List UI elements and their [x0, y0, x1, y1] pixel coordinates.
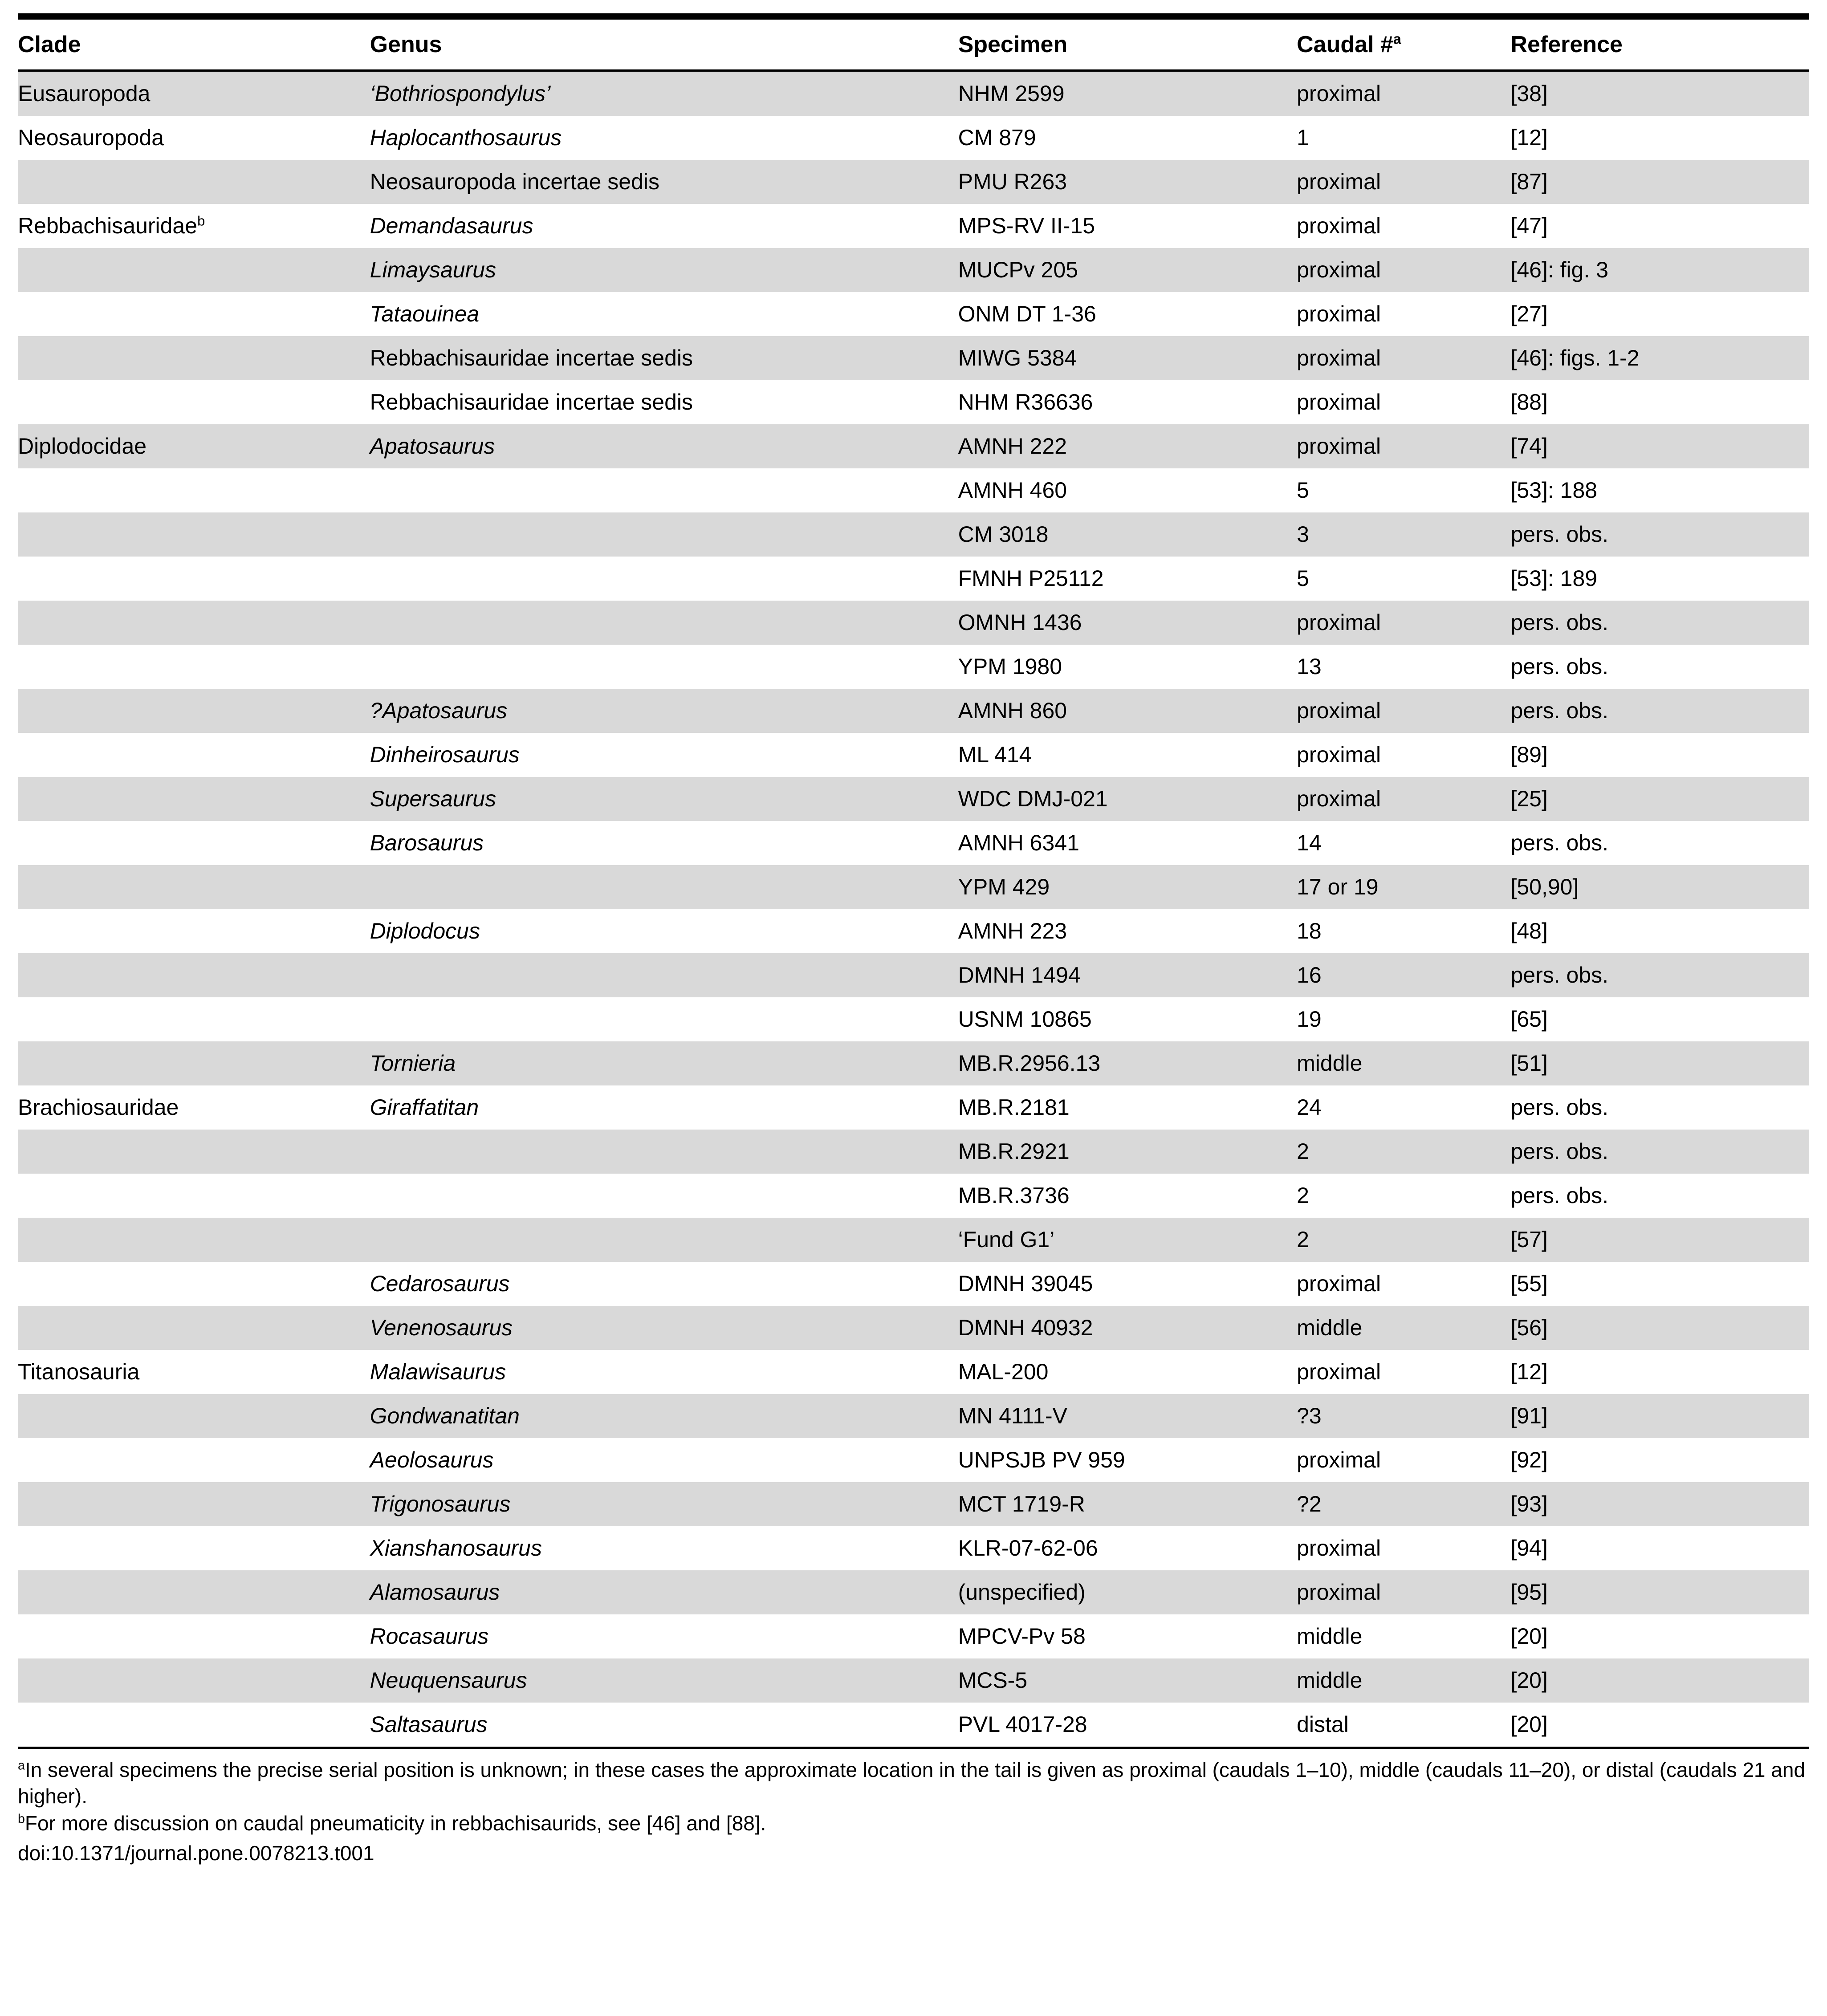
cell-clade	[18, 512, 370, 557]
cell-specimen: DMNH 40932	[958, 1306, 1297, 1350]
cell-caudal: proximal	[1297, 71, 1510, 116]
table-row	[18, 645, 1809, 689]
cell-reference: pers. obs.	[1510, 1174, 1809, 1218]
cell-genus	[370, 997, 958, 1041]
table-row	[18, 512, 1809, 557]
cell-specimen: CM 3018	[958, 512, 1297, 557]
clade-label: Brachiosauridae	[18, 1095, 179, 1120]
genus-label: Cedarosaurus	[370, 1271, 510, 1296]
genus-label: Saltasaurus	[370, 1712, 488, 1737]
cell-specimen: UNPSJB PV 959	[958, 1438, 1297, 1482]
cell-reference: [20]	[1510, 1614, 1809, 1658]
cell-reference: [88]	[1510, 380, 1809, 424]
cell-clade	[18, 1570, 370, 1614]
cell-clade	[18, 865, 370, 909]
cell-reference: [87]	[1510, 160, 1809, 204]
cell-reference: [95]	[1510, 1570, 1809, 1614]
cell-caudal: 14	[1297, 821, 1510, 865]
cell-specimen: MB.R.2181	[958, 1085, 1297, 1130]
cell-specimen: USNM 10865	[958, 997, 1297, 1041]
cell-specimen: AMNH 860	[958, 689, 1297, 733]
cell-reference: [20]	[1510, 1658, 1809, 1703]
cell-caudal: 16	[1297, 953, 1510, 997]
cell-caudal: proximal	[1297, 1526, 1510, 1570]
cell-caudal: 13	[1297, 645, 1510, 689]
cell-genus	[370, 380, 958, 424]
table-row	[18, 1085, 1809, 1130]
cell-clade	[18, 1306, 370, 1350]
cell-specimen: ML 414	[958, 733, 1297, 777]
table-row	[18, 248, 1809, 292]
cell-reference: [65]	[1510, 997, 1809, 1041]
genus-label: Gondwanatitan	[370, 1403, 520, 1428]
cell-reference: [38]	[1510, 71, 1809, 116]
column-header-genus: Genus	[370, 20, 958, 71]
cell-reference: [94]	[1510, 1526, 1809, 1570]
cell-caudal: 2	[1297, 1130, 1510, 1174]
cell-clade	[18, 1482, 370, 1526]
cell-genus	[370, 1703, 958, 1747]
cell-caudal: middle	[1297, 1658, 1510, 1703]
cell-clade	[18, 777, 370, 821]
cell-reference: [47]	[1510, 204, 1809, 248]
cell-specimen: AMNH 6341	[958, 821, 1297, 865]
genus-label: Venenosaurus	[370, 1315, 513, 1340]
cell-genus	[370, 512, 958, 557]
cell-genus	[370, 424, 958, 468]
cell-caudal: ?2	[1297, 1482, 1510, 1526]
table-row	[18, 821, 1809, 865]
cell-caudal: middle	[1297, 1306, 1510, 1350]
cell-clade	[18, 1174, 370, 1218]
cell-clade	[18, 71, 370, 116]
cell-reference: [53]: 188	[1510, 468, 1809, 512]
cell-caudal: proximal	[1297, 1350, 1510, 1394]
table-row	[18, 909, 1809, 953]
cell-genus	[370, 160, 958, 204]
cell-genus	[370, 777, 958, 821]
cell-clade	[18, 1394, 370, 1438]
table-row	[18, 336, 1809, 380]
cell-specimen: DMNH 1494	[958, 953, 1297, 997]
clade-label: Neosauropoda	[18, 125, 164, 150]
cell-caudal: proximal	[1297, 204, 1510, 248]
cell-specimen: MPCV-Pv 58	[958, 1614, 1297, 1658]
footnote-a-text: In several specimens the precise serial position is unknown; in these cases the approximate location in the tail is given as proximal (caudals 1–10), middle (caudals 11–20), or distal (caudals 21 and higher).	[18, 1758, 1806, 1808]
table-row	[18, 1526, 1809, 1570]
table-row	[18, 1438, 1809, 1482]
cell-caudal: proximal	[1297, 777, 1510, 821]
cell-reference: [46]: fig. 3	[1510, 248, 1809, 292]
cell-genus	[370, 1658, 958, 1703]
table-row	[18, 1130, 1809, 1174]
column-header-reference: Reference	[1510, 20, 1809, 71]
cell-genus	[370, 116, 958, 160]
genus-label: Apatosaurus	[370, 434, 495, 459]
table-row	[18, 997, 1809, 1041]
table-row	[18, 1262, 1809, 1306]
cell-caudal: 1	[1297, 116, 1510, 160]
cell-clade	[18, 1041, 370, 1085]
cell-clade	[18, 821, 370, 865]
table-header	[18, 20, 1809, 71]
cell-specimen: CM 879	[958, 116, 1297, 160]
cell-caudal: 18	[1297, 909, 1510, 953]
cell-genus	[370, 336, 958, 380]
cell-genus	[370, 821, 958, 865]
cell-specimen: YPM 1980	[958, 645, 1297, 689]
cell-reference: pers. obs.	[1510, 512, 1809, 557]
cell-reference: [92]	[1510, 1438, 1809, 1482]
cell-genus	[370, 71, 958, 116]
cell-specimen: MCT 1719-R	[958, 1482, 1297, 1526]
cell-genus	[370, 1482, 958, 1526]
genus-label: Dinheirosaurus	[370, 742, 520, 767]
cell-reference: [74]	[1510, 424, 1809, 468]
cell-clade	[18, 380, 370, 424]
footnotes	[18, 1749, 1809, 1866]
cell-caudal: 3	[1297, 512, 1510, 557]
cell-reference: [53]: 189	[1510, 557, 1809, 601]
cell-reference: [55]	[1510, 1262, 1809, 1306]
cell-genus	[370, 645, 958, 689]
cell-specimen: ONM DT 1-36	[958, 292, 1297, 336]
cell-clade	[18, 248, 370, 292]
genus-label: Demandasaurus	[370, 213, 533, 238]
table-body	[18, 71, 1809, 1747]
cell-reference: [20]	[1510, 1703, 1809, 1747]
cell-specimen: MB.R.2956.13	[958, 1041, 1297, 1085]
cell-clade	[18, 645, 370, 689]
cell-reference: pers. obs.	[1510, 1130, 1809, 1174]
cell-clade	[18, 292, 370, 336]
specimen-table	[18, 20, 1809, 1747]
cell-clade	[18, 953, 370, 997]
genus-label: Tornieria	[370, 1051, 456, 1076]
cell-reference: [25]	[1510, 777, 1809, 821]
cell-genus	[370, 1041, 958, 1085]
genus-label: Rebbachisauridae incertae sedis	[370, 390, 693, 415]
table-row	[18, 689, 1809, 733]
table-row	[18, 1306, 1809, 1350]
table-row	[18, 380, 1809, 424]
cell-genus	[370, 468, 958, 512]
cell-clade	[18, 1658, 370, 1703]
genus-label: Haplocanthosaurus	[370, 125, 562, 150]
cell-clade	[18, 557, 370, 601]
cell-genus	[370, 557, 958, 601]
footnote-b-marker: b	[18, 1812, 25, 1826]
cell-genus	[370, 1262, 958, 1306]
genus-label: Rocasaurus	[370, 1624, 489, 1649]
cell-caudal: proximal	[1297, 1570, 1510, 1614]
cell-reference: [48]	[1510, 909, 1809, 953]
table-row	[18, 204, 1809, 248]
table-row	[18, 1394, 1809, 1438]
footnote-b-text: For more discussion on caudal pneumaticity in rebbachisaurids, see [46] and [88].	[24, 1811, 766, 1835]
table-row	[18, 601, 1809, 645]
cell-caudal: proximal	[1297, 689, 1510, 733]
table-row	[18, 1658, 1809, 1703]
cell-clade	[18, 1526, 370, 1570]
header-row	[18, 20, 1809, 71]
cell-caudal: 17 or 19	[1297, 865, 1510, 909]
cell-specimen: AMNH 222	[958, 424, 1297, 468]
genus-label: Rebbachisauridae incertae sedis	[370, 345, 693, 370]
table-row	[18, 1350, 1809, 1394]
genus-label: Diplodocus	[370, 919, 480, 943]
genus-label: Neuquensaurus	[370, 1668, 527, 1693]
cell-caudal: proximal	[1297, 248, 1510, 292]
cell-genus	[370, 1614, 958, 1658]
cell-clade	[18, 116, 370, 160]
genus-label: ‘Bothriospondylus’	[370, 81, 551, 106]
cell-caudal: 2	[1297, 1218, 1510, 1262]
column-header-caudal	[1297, 20, 1510, 71]
cell-reference: [57]	[1510, 1218, 1809, 1262]
cell-specimen: AMNH 223	[958, 909, 1297, 953]
table-row	[18, 1174, 1809, 1218]
cell-caudal: 19	[1297, 997, 1510, 1041]
cell-genus	[370, 1218, 958, 1262]
cell-clade	[18, 1085, 370, 1130]
cell-caudal: proximal	[1297, 1262, 1510, 1306]
cell-specimen: MAL-200	[958, 1350, 1297, 1394]
cell-specimen: OMNH 1436	[958, 601, 1297, 645]
cell-genus	[370, 1438, 958, 1482]
table-row	[18, 557, 1809, 601]
cell-clade	[18, 601, 370, 645]
top-rule	[18, 13, 1809, 20]
cell-specimen: KLR-07-62-06	[958, 1526, 1297, 1570]
cell-caudal: 24	[1297, 1085, 1510, 1130]
column-header-specimen: Specimen	[958, 20, 1297, 71]
cell-reference: [51]	[1510, 1041, 1809, 1085]
cell-genus	[370, 601, 958, 645]
cell-clade	[18, 1130, 370, 1174]
table-row	[18, 160, 1809, 204]
cell-caudal: proximal	[1297, 336, 1510, 380]
cell-reference: [91]	[1510, 1394, 1809, 1438]
column-header-caudal-footnote-marker: a	[1393, 31, 1401, 47]
cell-genus	[370, 292, 958, 336]
cell-genus	[370, 865, 958, 909]
cell-reference: pers. obs.	[1510, 1085, 1809, 1130]
cell-genus	[370, 1526, 958, 1570]
genus-label: ?Apatosaurus	[370, 698, 508, 723]
cell-reference: [89]	[1510, 733, 1809, 777]
cell-specimen: MPS-RV II-15	[958, 204, 1297, 248]
cell-genus	[370, 1570, 958, 1614]
cell-reference: pers. obs.	[1510, 821, 1809, 865]
genus-label: Limaysaurus	[370, 257, 496, 282]
genus-label: Supersaurus	[370, 786, 496, 811]
cell-caudal: proximal	[1297, 1438, 1510, 1482]
cell-specimen: FMNH P25112	[958, 557, 1297, 601]
cell-specimen: PMU R263	[958, 160, 1297, 204]
cell-reference: [12]	[1510, 1350, 1809, 1394]
cell-specimen: WDC DMJ-021	[958, 777, 1297, 821]
genus-label: Tataouinea	[370, 301, 480, 326]
cell-genus	[370, 1350, 958, 1394]
cell-specimen: MN 4111-V	[958, 1394, 1297, 1438]
cell-specimen: NHM 2599	[958, 71, 1297, 116]
genus-label: Alamosaurus	[370, 1580, 500, 1605]
cell-reference: [12]	[1510, 116, 1809, 160]
column-header-caudal-label: Caudal #	[1297, 32, 1393, 57]
cell-clade	[18, 997, 370, 1041]
cell-genus	[370, 953, 958, 997]
cell-specimen: ‘Fund G1’	[958, 1218, 1297, 1262]
cell-genus	[370, 909, 958, 953]
cell-reference: pers. obs.	[1510, 689, 1809, 733]
genus-label: Barosaurus	[370, 830, 484, 855]
cell-reference: pers. obs.	[1510, 645, 1809, 689]
cell-caudal: 2	[1297, 1174, 1510, 1218]
cell-caudal: 5	[1297, 468, 1510, 512]
doi-line: doi:10.1371/journal.pone.0078213.t001	[18, 1841, 374, 1865]
cell-genus	[370, 1394, 958, 1438]
cell-genus	[370, 1085, 958, 1130]
clade-label: Diplodocidae	[18, 434, 147, 459]
cell-specimen: MB.R.2921	[958, 1130, 1297, 1174]
column-header-clade: Clade	[18, 20, 370, 71]
genus-label: Trigonosaurus	[370, 1492, 511, 1516]
cell-specimen: AMNH 460	[958, 468, 1297, 512]
cell-clade	[18, 204, 370, 248]
table-row	[18, 777, 1809, 821]
table-row	[18, 953, 1809, 997]
cell-reference: [93]	[1510, 1482, 1809, 1526]
table-row	[18, 865, 1809, 909]
cell-reference: [46]: figs. 1-2	[1510, 336, 1809, 380]
cell-reference: [50,90]	[1510, 865, 1809, 909]
footnote-b	[18, 1810, 1809, 1837]
table-row	[18, 1218, 1809, 1262]
cell-reference: pers. obs.	[1510, 601, 1809, 645]
genus-label: Aeolosaurus	[370, 1447, 494, 1472]
cell-reference: [27]	[1510, 292, 1809, 336]
cell-genus	[370, 204, 958, 248]
cell-caudal: 5	[1297, 557, 1510, 601]
table-row	[18, 292, 1809, 336]
clade-footnote-marker: b	[197, 213, 205, 229]
table-row	[18, 116, 1809, 160]
clade-label: Titanosauria	[18, 1359, 140, 1384]
cell-caudal: proximal	[1297, 733, 1510, 777]
cell-clade	[18, 1350, 370, 1394]
cell-clade	[18, 1438, 370, 1482]
cell-clade	[18, 1262, 370, 1306]
cell-specimen: YPM 429	[958, 865, 1297, 909]
cell-genus	[370, 1130, 958, 1174]
cell-clade	[18, 689, 370, 733]
cell-clade	[18, 336, 370, 380]
genus-label: Neosauropoda incertae sedis	[370, 169, 659, 194]
cell-reference: pers. obs.	[1510, 953, 1809, 997]
cell-caudal: ?3	[1297, 1394, 1510, 1438]
table-row	[18, 1570, 1809, 1614]
cell-specimen: DMNH 39045	[958, 1262, 1297, 1306]
cell-specimen: (unspecified)	[958, 1570, 1297, 1614]
table-row	[18, 1482, 1809, 1526]
cell-caudal: middle	[1297, 1614, 1510, 1658]
genus-label: Malawisaurus	[370, 1359, 506, 1384]
cell-genus	[370, 248, 958, 292]
cell-specimen: PVL 4017-28	[958, 1703, 1297, 1747]
table-row	[18, 71, 1809, 116]
cell-caudal: proximal	[1297, 292, 1510, 336]
cell-clade	[18, 160, 370, 204]
cell-clade	[18, 1614, 370, 1658]
footnote-a-marker: a	[18, 1758, 25, 1773]
table-row	[18, 1041, 1809, 1085]
cell-genus	[370, 689, 958, 733]
table-row	[18, 468, 1809, 512]
cell-specimen: MB.R.3736	[958, 1174, 1297, 1218]
cell-clade	[18, 424, 370, 468]
cell-genus	[370, 1306, 958, 1350]
cell-caudal: middle	[1297, 1041, 1510, 1085]
clade-label: Eusauropoda	[18, 81, 151, 106]
cell-clade	[18, 733, 370, 777]
cell-caudal: proximal	[1297, 424, 1510, 468]
clade-label: Rebbachisauridae	[18, 213, 198, 238]
cell-specimen: MCS-5	[958, 1658, 1297, 1703]
cell-caudal: distal	[1297, 1703, 1510, 1747]
genus-label: Giraffatitan	[370, 1095, 479, 1120]
cell-reference: [56]	[1510, 1306, 1809, 1350]
table-row	[18, 424, 1809, 468]
cell-clade	[18, 909, 370, 953]
table-row	[18, 1614, 1809, 1658]
cell-caudal: proximal	[1297, 601, 1510, 645]
cell-genus	[370, 1174, 958, 1218]
genus-label: Xianshanosaurus	[370, 1536, 542, 1561]
table-row	[18, 733, 1809, 777]
cell-specimen: MUCPv 205	[958, 248, 1297, 292]
cell-caudal: proximal	[1297, 380, 1510, 424]
table-row	[18, 1703, 1809, 1747]
cell-caudal: proximal	[1297, 160, 1510, 204]
cell-clade	[18, 1218, 370, 1262]
cell-specimen: NHM R36636	[958, 380, 1297, 424]
cell-genus	[370, 733, 958, 777]
cell-clade	[18, 1703, 370, 1747]
footnote-a	[18, 1757, 1809, 1809]
cell-specimen: MIWG 5384	[958, 336, 1297, 380]
cell-clade	[18, 468, 370, 512]
